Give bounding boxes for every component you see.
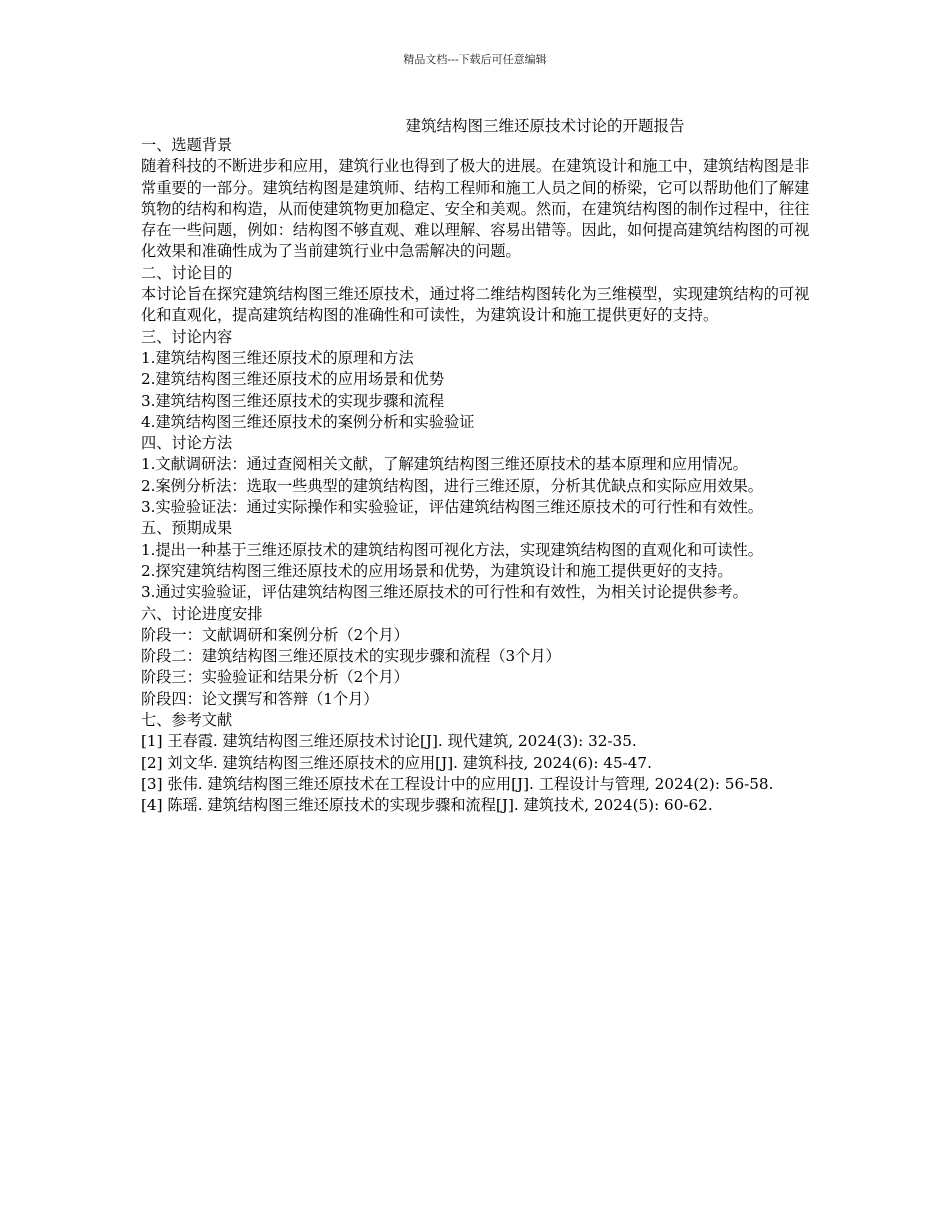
section-heading: 二、讨论目的 [141, 263, 233, 282]
list-item: 2.探究建筑结构图三维还原技术的应用场景和优势，为建筑设计和施工提供更好的支持。 [141, 561, 733, 580]
list-item: 4.建筑结构图三维还原技术的案例分析和实验验证 [141, 412, 475, 431]
schedule-item: 阶段四：论文撰写和答辩（1个月） [141, 689, 379, 708]
schedule-item: 阶段三：实验验证和结果分析（2个月） [141, 668, 409, 687]
reference-item: [1] 王春霞. 建筑结构图三维还原技术讨论[J]. 现代建筑, 2024(3): 32-35. [141, 732, 637, 751]
reference-item: [4] 陈瑶. 建筑结构图三维还原技术的实现步骤和流程[J]. 建筑技术, 2024(5): 60-62. [141, 796, 713, 815]
list-item: 1.文献调研法：通过查阅相关文献，了解建筑结构图三维还原技术的基本原理和应用情况。 [141, 455, 748, 474]
list-item: 1.建筑结构图三维还原技术的原理和方法 [141, 348, 414, 367]
section-heading: 六、讨论进度安排 [141, 604, 263, 623]
section-heading: 三、讨论内容 [141, 327, 233, 346]
section-heading: 五、预期成果 [141, 519, 233, 538]
document-title: 建筑结构图三维还原技术讨论的开题报告 [405, 117, 685, 135]
body-paragraph: 本讨论旨在探究建筑结构图三维还原技术，通过将二维结构图转化为三维模型，实现建筑结构的可视化和直观化，提高建筑结构图的准确性和可读性，为建筑设计和施工提供更好的支持。 [141, 285, 810, 325]
list-item: 3.建筑结构图三维还原技术的实现步骤和流程 [141, 391, 445, 410]
list-item: 1.提出一种基于三维还原技术的建筑结构图可视化方法，实现建筑结构图的直观化和可读性。 [141, 540, 763, 559]
body-paragraph: 随着科技的不断进步和应用，建筑行业也得到了极大的进展。在建筑设计和施工中，建筑结构图是非常重要的一部分。建筑结构图是建筑师、结构工程师和施工人员之间的桥梁，它可以帮助他们了解建筑物的结构和构造，从而使建筑物更加稳定、安全和美观。然而，在建筑结构图的制作过程中，往往存在一些问题，例如：结构图不够直观、难以理解、容易出错等。因此，如何提高建筑结构图的可视化效果和准确性成为了当前建筑行业中急需解决的问题。 [141, 157, 810, 261]
list-item: 2.建筑结构图三维还原技术的应用场景和优势 [141, 370, 445, 389]
page-header: 精品文档---下载后可任意编辑 [403, 53, 547, 66]
list-item: 3.通过实验验证，评估建筑结构图三维还原技术的可行性和有效性，为相关讨论提供参考。 [141, 583, 748, 602]
section-heading: 四、讨论方法 [141, 434, 233, 453]
list-item: 3.实验验证法：通过实际操作和实验验证，评估建筑结构图三维还原技术的可行性和有效性。 [141, 498, 763, 517]
document-body [141, 135, 816, 817]
section-heading: 一、选题背景 [141, 136, 233, 154]
schedule-item: 阶段二：建筑结构图三维还原技术的实现步骤和流程（3个月） [141, 647, 561, 666]
list-item: 2.案例分析法：选取一些典型的建筑结构图，进行三维还原，分析其优缺点和实际应用效果。 [141, 476, 763, 495]
schedule-item: 阶段一：文献调研和案例分析（2个月） [141, 625, 409, 644]
section-heading: 七、参考文献 [141, 711, 233, 730]
reference-item: [2] 刘文华. 建筑结构图三维还原技术的应用[J]. 建筑科技, 2024(6): 45-47. [141, 753, 652, 772]
reference-item: [3] 张伟. 建筑结构图三维还原技术在工程设计中的应用[J]. 工程设计与管理, 2024(2): 56-58. [141, 774, 774, 793]
